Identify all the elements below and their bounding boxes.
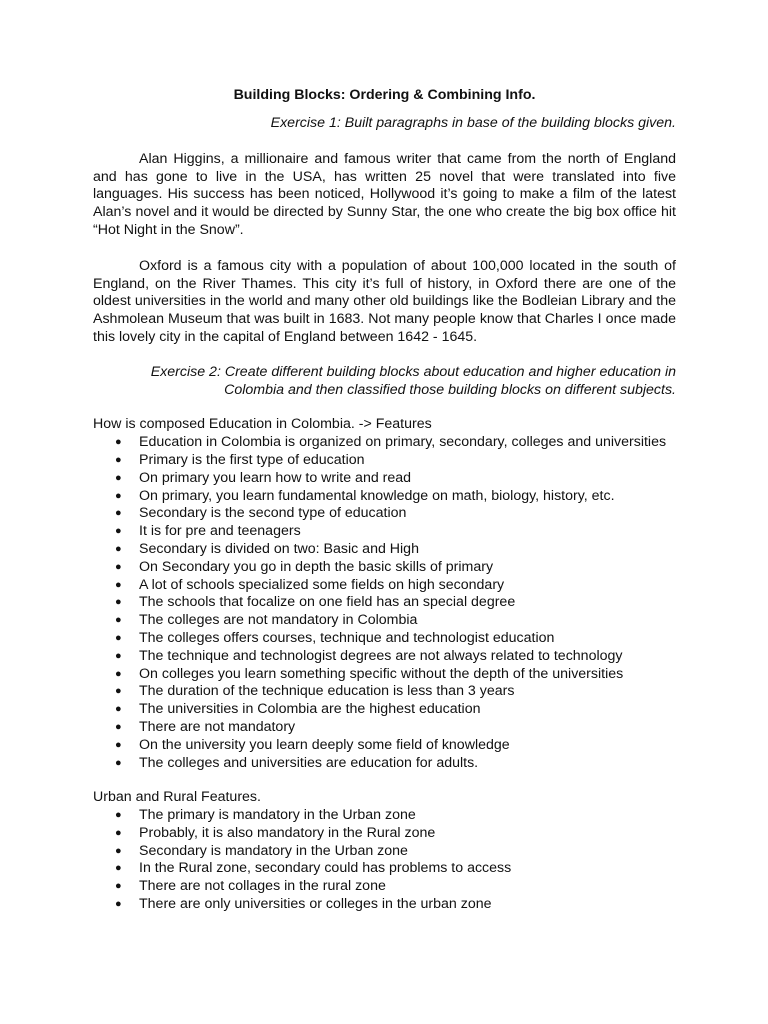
bullet-icon: ●: [115, 703, 122, 716]
list-item-text: On primary, you learn fundamental knowledge on math, biology, history, etc.: [139, 487, 615, 504]
list-item-text: On the university you learn deeply some field of knowledge: [139, 736, 510, 753]
list-item: [93, 612, 676, 630]
list-item-text: A lot of schools specialized some fields on high secondary: [139, 576, 505, 593]
list-item-text: On Secondary you go in depth the basic skills of primary: [139, 558, 494, 575]
document-title: Building Blocks: Ordering & Combining Info.: [233, 87, 536, 103]
bullet-icon: ●: [115, 471, 122, 484]
education-features-list: [93, 434, 676, 772]
list-item: [93, 505, 676, 523]
list-item: [93, 896, 676, 914]
paragraph-oxford: Oxford is a famous city with a population of about 100,000 located in the south of England, on the River Thames. This city it’s full of history, in Oxford there are one of the oldest universities in the world and many other old buildings like the Bodleian Library and the Ashmolean Museum that was built in 1683. Not many people know that Charles I once made this lovely city in the capital of England between 1642 - 1645.: [93, 257, 676, 345]
list-item-text: Secondary is the second type of education: [139, 505, 407, 522]
list-item-text: The schools that focalize on one field has an special degree: [139, 594, 516, 611]
bullet-icon: ●: [115, 898, 122, 911]
bullet-icon: ●: [115, 453, 122, 466]
bullet-icon: ●: [115, 614, 122, 627]
bullet-icon: ●: [115, 826, 122, 839]
bullet-icon: ●: [115, 649, 122, 662]
list-item: [93, 523, 676, 541]
list-item: [93, 488, 676, 506]
list-item-text: The colleges offers courses, technique and technologist education: [139, 629, 555, 646]
list-item-text: Secondary is divided on two: Basic and High: [139, 540, 419, 557]
list-item: [93, 666, 676, 684]
list-item-text: In the Rural zone, secondary could has problems to access: [139, 860, 512, 877]
list-item: [93, 755, 676, 773]
list-item-text: On primary you learn how to write and read: [139, 469, 412, 486]
bullet-icon: ●: [115, 880, 122, 893]
list-item: [93, 737, 676, 755]
list-item-text: There are not collages in the rural zone: [139, 878, 386, 895]
list-item: [93, 825, 676, 843]
list-item: [93, 683, 676, 701]
list-item-text: The duration of the technique education is less than 3 years: [139, 683, 515, 700]
section-urban-rural-heading: Urban and Rural Features.: [93, 789, 261, 806]
list-item-text: Primary is the first type of education: [139, 451, 365, 468]
list-item-text: The colleges are not mandatory in Colombia: [139, 612, 418, 629]
section-education-heading: How is composed Education in Colombia. -> Features: [93, 416, 432, 433]
list-item: [93, 452, 676, 470]
bullet-icon: ●: [115, 844, 122, 857]
list-item-text: There are only universities or colleges in the urban zone: [139, 896, 492, 913]
list-item: [93, 559, 676, 577]
list-item: [93, 878, 676, 896]
bullet-icon: ●: [115, 738, 122, 751]
bullet-icon: ●: [115, 489, 122, 502]
list-item-text: The primary is mandatory in the Urban zone: [139, 807, 416, 824]
exercise-1-heading: Exercise 1: Built paragraphs in base of the building blocks given.: [270, 115, 676, 131]
list-item-text: Education in Colombia is organized on primary, secondary, colleges and universities: [139, 434, 667, 451]
list-item-text: There are not mandatory: [139, 718, 296, 735]
list-item: [93, 434, 676, 452]
urban-rural-features-list: [93, 807, 676, 914]
exercise-2-heading: Exercise 2: Create different building blocks about education and higher education in Colombia and then classified those building blocks on different subjects.: [150, 363, 676, 398]
list-item: [93, 807, 676, 825]
list-item-text: The technique and technologist degrees are not always related to technology: [139, 647, 623, 664]
list-item: [93, 843, 676, 861]
list-item-text: It is for pre and teenagers: [139, 523, 301, 540]
list-item: [93, 577, 676, 595]
list-item: [93, 648, 676, 666]
bullet-icon: ●: [115, 667, 122, 680]
bullet-icon: ●: [115, 525, 122, 538]
list-item-text: Probably, it is also mandatory in the Rural zone: [139, 824, 436, 841]
bullet-icon: ●: [115, 542, 122, 555]
paragraph-alan-higgins: Alan Higgins, a millionaire and famous writer that came from the north of England and has gone to live in the USA, has written 25 novel that were translated into five languages. His success has been noticed, Hollywood it’s going to make a film of the latest Alan’s novel and it would be directed by Sunny Star, the one who create the big box office hit “Hot Night in the Snow”.: [93, 150, 676, 238]
bullet-icon: ●: [115, 631, 122, 644]
list-item-text: The universities in Colombia are the highest education: [139, 701, 481, 718]
list-item-text: On colleges you learn something specific without the depth of the universities: [139, 665, 624, 682]
bullet-icon: ●: [115, 578, 122, 591]
list-item: [93, 470, 676, 488]
bullet-icon: ●: [115, 720, 122, 733]
list-item: [93, 594, 676, 612]
list-item-text: Secondary is mandatory in the Urban zone: [139, 842, 408, 859]
list-item-text: The colleges and universities are education for adults.: [139, 754, 479, 771]
bullet-icon: ●: [115, 685, 122, 698]
bullet-icon: ●: [115, 756, 122, 769]
bullet-icon: ●: [115, 862, 122, 875]
bullet-icon: ●: [115, 436, 122, 449]
bullet-icon: ●: [115, 507, 122, 520]
list-item: [93, 541, 676, 559]
list-item: [93, 701, 676, 719]
list-item: [93, 630, 676, 648]
bullet-icon: ●: [115, 809, 122, 822]
bullet-icon: ●: [115, 560, 122, 573]
bullet-icon: ●: [115, 596, 122, 609]
list-item: [93, 719, 676, 737]
list-item: [93, 860, 676, 878]
